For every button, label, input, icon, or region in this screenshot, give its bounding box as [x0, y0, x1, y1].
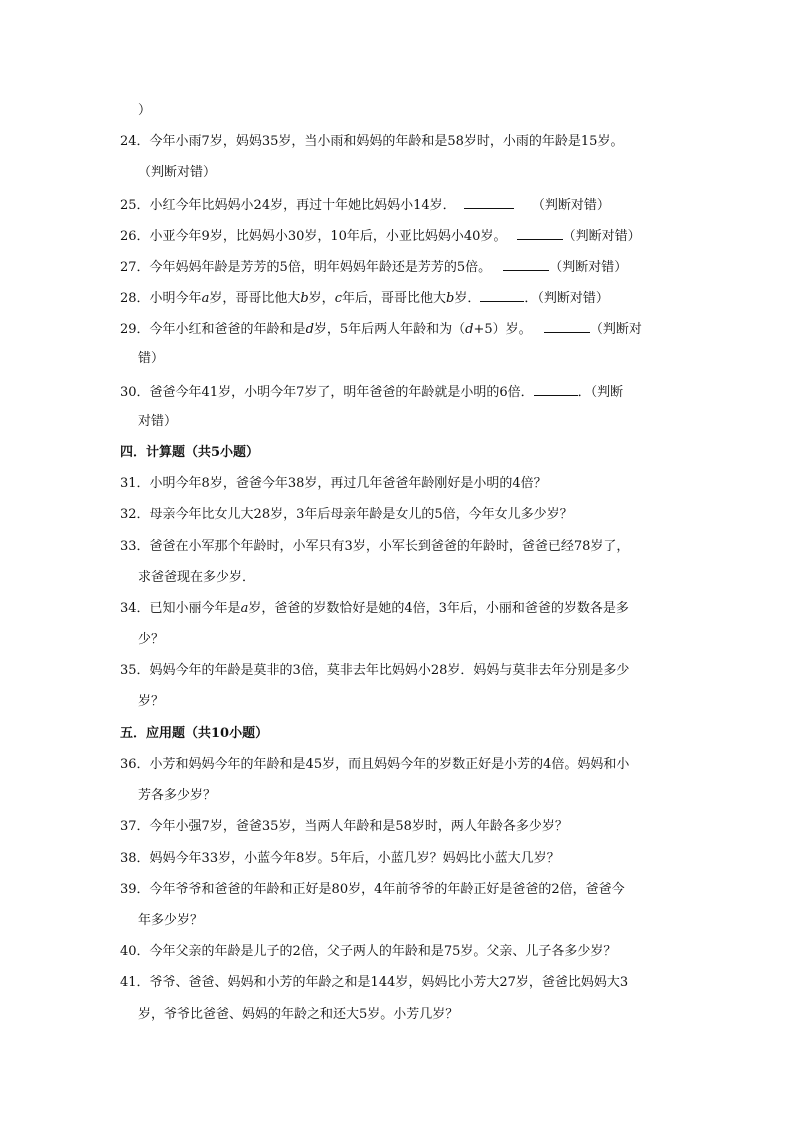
question-33-cont [138, 568, 698, 588]
question-34-cont [138, 630, 698, 650]
question-text-2: 岁，5年后两人年龄和为（ [313, 322, 466, 337]
answer-blank[interactable] [544, 318, 590, 333]
question-text-1: 已知小丽今年是 [149, 601, 241, 616]
question-30-cont [138, 412, 698, 432]
question-number: 26． [120, 229, 150, 244]
answer-blank[interactable] [503, 256, 549, 271]
question-number: 27． [120, 260, 150, 275]
variable-c: c [334, 291, 342, 306]
question-41 [120, 973, 680, 993]
question-text-5: 岁． [454, 291, 481, 306]
question-number: 36． [120, 757, 150, 772]
question-29-cont [138, 349, 698, 369]
question-text-2: 岁，哥哥比他大 [209, 291, 301, 306]
question-number: 32． [120, 507, 150, 522]
question-text-4: 年后，哥哥比他大 [341, 291, 446, 306]
variable-b: b [445, 291, 455, 306]
question-33 [120, 537, 680, 557]
prev-tail-text: ） [138, 103, 152, 118]
question-number: 41． [120, 975, 150, 990]
question-number: 35． [120, 663, 150, 678]
prev-question-tail [138, 101, 698, 121]
question-28 [120, 287, 680, 307]
question-40 [120, 942, 680, 962]
question-text: 爷爷、爸爸、妈妈和小芳的年龄之和是144岁，妈妈比小芳大27岁，爸爸比妈妈大3 [149, 975, 629, 990]
judge-tail: ．（判断 [577, 385, 624, 400]
question-29 [120, 318, 680, 338]
question-35-cont [138, 692, 698, 712]
question-text-2: 岁？ [138, 694, 165, 709]
variable-a: a [240, 601, 249, 616]
question-38 [120, 849, 680, 869]
question-37 [120, 817, 680, 837]
judge-tail: （判断对错） [549, 260, 628, 275]
section-title: 四．计算题（共5小题） [120, 445, 260, 460]
question-text-1: 小明今年 [149, 291, 202, 306]
question-26 [120, 225, 680, 245]
question-39 [120, 880, 680, 900]
judge-tail: （判断对错） [531, 198, 610, 213]
question-35 [120, 661, 680, 681]
question-number: 40． [120, 944, 150, 959]
question-24 [120, 132, 680, 152]
question-36-cont [138, 786, 698, 806]
question-text-3: 少？ [138, 632, 165, 647]
question-text-2: 求爸爸现在多少岁． [138, 570, 256, 585]
question-27 [120, 256, 680, 276]
judge-tail-2: 对错） [138, 414, 178, 429]
question-number: 33． [120, 539, 150, 554]
question-number: 25． [120, 198, 150, 213]
question-number: 39． [120, 882, 150, 897]
question-text: 妈妈今年的年龄是莫非的3倍，莫非去年比妈妈小28岁．妈妈与莫非去年分别是多少 [149, 663, 630, 678]
question-25 [120, 194, 680, 214]
variable-d: d [465, 322, 474, 337]
question-number: 28． [120, 291, 150, 306]
question-text: 妈妈今年33岁，小蓝今年8岁。5年后，小蓝几岁？妈妈比小蓝大几岁？ [149, 851, 560, 866]
question-text: 今年妈妈年龄是芳芳的5倍，明年妈妈年龄还是芳芳的5倍。 [149, 260, 492, 275]
question-number: 37． [120, 819, 150, 834]
answer-blank[interactable] [480, 287, 524, 302]
question-text: 爸爸在小军那个年龄时，小军只有3岁，小军长到爸爸的年龄时，爸爸已经78岁了， [149, 539, 630, 554]
question-text: 今年小强7岁，爸爸35岁，当两人年龄和是58岁时，两人年龄各多少岁？ [149, 819, 568, 834]
question-text-2: 年多少岁？ [138, 913, 204, 928]
question-number: 34． [120, 601, 150, 616]
question-number: 30． [120, 385, 150, 400]
question-number: 29． [120, 322, 150, 337]
judge-tail: （判断对错） [138, 165, 217, 180]
section-heading-calc [120, 443, 680, 463]
judge-tail: （判断对 [589, 322, 642, 337]
question-number: 31． [120, 476, 150, 491]
variable-d: d [305, 322, 314, 337]
question-number: 24． [120, 134, 150, 149]
question-text: 小芳和妈妈今年的年龄和是45岁，而且妈妈今年的岁数正好是小芳的4倍。妈妈和小 [149, 757, 630, 772]
question-text: 小明今年8岁，爸爸今年38岁，再过几年爸爸年龄刚好是小明的4倍？ [149, 476, 547, 491]
question-34 [120, 599, 680, 619]
question-text: 小红今年比妈妈小24岁，再过十年她比妈妈小14岁． [149, 198, 456, 213]
question-text: 今年爷爷和爸爸的年龄和正好是80岁，4年前爷爷的年龄正好是爸爸的2倍，爸爸今 [149, 882, 625, 897]
question-text-2: 岁，爷爷比爸爸、妈妈的年龄之和还大5岁。小芳几岁？ [138, 1007, 459, 1022]
answer-blank[interactable] [464, 194, 514, 209]
question-text: 今年小雨7岁，妈妈35岁，当小雨和妈妈的年龄和是58岁时，小雨的年龄是15岁。 [149, 134, 624, 149]
judge-tail-2: 错） [138, 351, 165, 366]
variable-b: b [300, 291, 309, 306]
question-text-3: +5）岁。 [473, 322, 532, 337]
question-text-2: 芳各多少岁？ [138, 788, 217, 803]
question-text-2: 岁，爸爸的岁数恰好是她的4倍，3年后，小丽和爸爸的岁数各是多 [248, 601, 629, 616]
question-32 [120, 505, 680, 525]
question-number: 38． [120, 851, 150, 866]
question-30 [120, 381, 680, 401]
answer-blank[interactable] [517, 225, 563, 240]
question-41-cont [138, 1005, 698, 1025]
question-39-cont [138, 911, 698, 931]
judge-tail: （判断对错） [562, 229, 641, 244]
question-text: 今年父亲的年龄是儿子的2倍，父子两人的年龄和是75岁。父亲、儿子各多少岁？ [149, 944, 617, 959]
question-text: 母亲今年比女儿大28岁，3年后母亲年龄是女儿的5倍，今年女儿多少岁？ [149, 507, 573, 522]
question-text: 爸爸今年41岁，小明今年7岁了，明年爸爸的年龄就是小明的6倍． [149, 385, 534, 400]
answer-blank[interactable] [534, 381, 578, 396]
question-text-3: 岁， [308, 291, 335, 306]
section-heading-apply [120, 724, 680, 744]
question-31 [120, 474, 680, 494]
question-36 [120, 755, 680, 775]
variable-a: a [201, 291, 210, 306]
question-24-cont [138, 163, 698, 183]
judge-tail: ．（判断对错） [524, 291, 609, 306]
question-text: 小亚今年9岁，比妈妈小30岁，10年后，小亚比妈妈小40岁。 [149, 229, 507, 244]
question-text-1: 今年小红和爸爸的年龄和是 [149, 322, 306, 337]
section-title: 五．应用题（共10小题） [120, 726, 269, 741]
